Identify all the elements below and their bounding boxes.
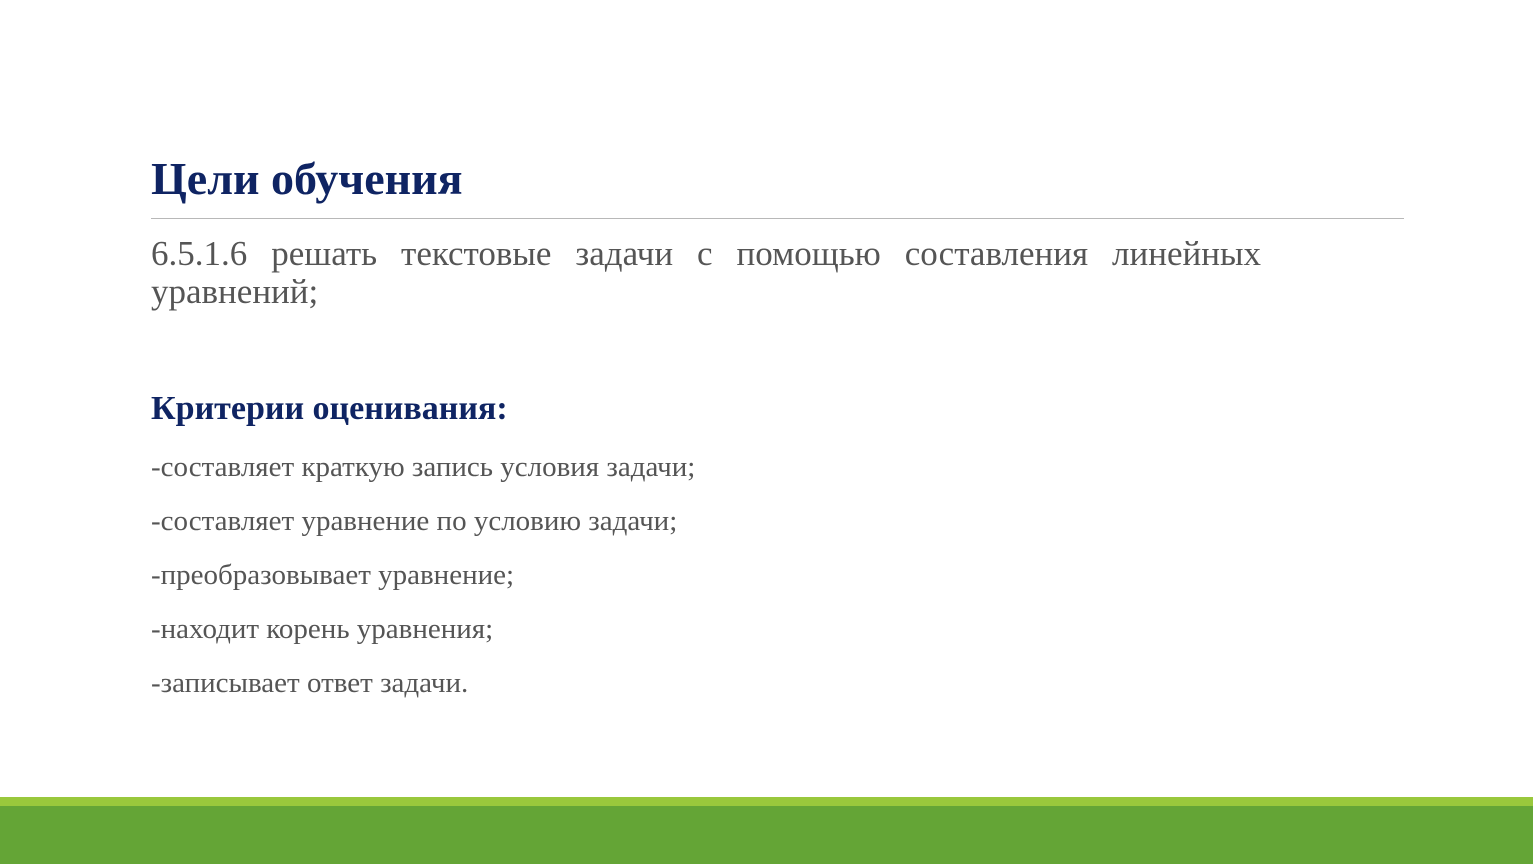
title-divider	[151, 218, 1404, 219]
criteria-list	[151, 450, 695, 720]
footer-accent-stripe	[0, 797, 1533, 806]
criteria-item: -записывает ответ задачи.	[151, 667, 469, 699]
criteria-item: -преобразовывает уравнение;	[151, 559, 515, 591]
criteria-item: -находит корень уравнения;	[151, 613, 494, 645]
footer-bar	[0, 806, 1533, 864]
criteria-heading: Критерии оценивания:	[151, 390, 508, 427]
criteria-item: -составляет краткую запись условия задачи;	[151, 451, 696, 483]
learning-objective: 6.5.1.6 решать текстовые задачи с помощью составления линейных уравнений;	[151, 234, 1261, 311]
criteria-item: -составляет уравнение по условию задачи;	[151, 505, 678, 537]
slide-title: Цели обучения	[151, 153, 463, 204]
